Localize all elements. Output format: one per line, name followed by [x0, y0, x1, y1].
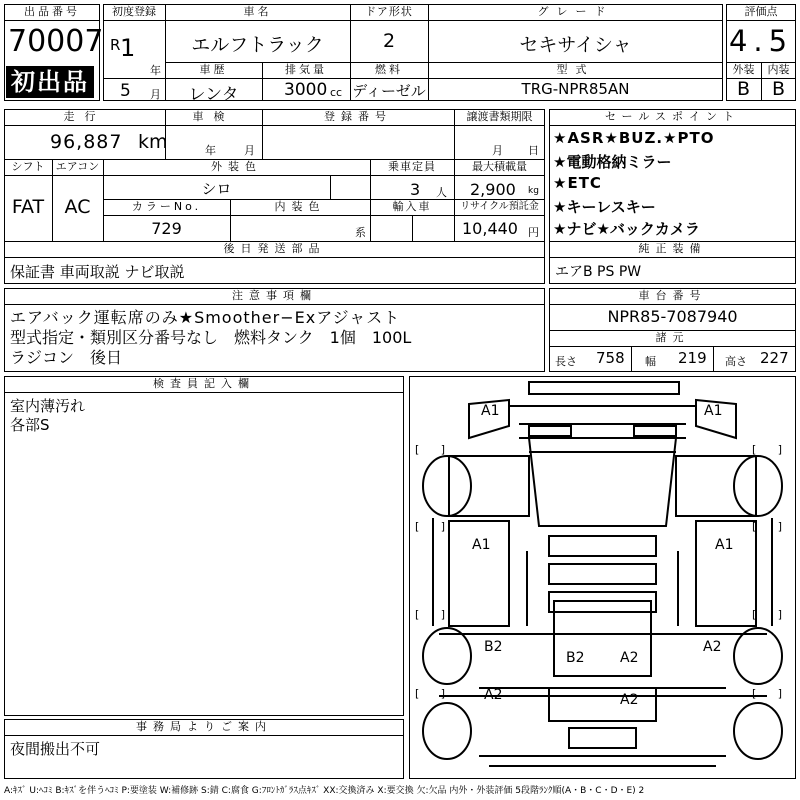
shift-value: FAT: [11, 196, 45, 218]
inspection-month-unit: 月: [244, 144, 255, 157]
bracket-left-2: [ ]: [415, 520, 446, 533]
length-label: 長さ: [555, 355, 577, 368]
bracket-right-2: [ ]: [752, 520, 783, 533]
chassis-label: 車台番号: [638, 289, 707, 302]
recycle-value: 10,440: [462, 219, 518, 238]
bracket-left-3: [ ]: [415, 608, 446, 621]
ac-value: AC: [64, 196, 91, 218]
mileage-value: 96,887: [50, 131, 123, 153]
capacity-label: 乗車定員: [388, 160, 436, 173]
notes-line-2: 型式指定・類別区分番号なし 燃料タンク 1個 100L: [10, 328, 412, 347]
sales-point-1: ★ASR★BUZ.★PTO: [553, 129, 715, 147]
era: R: [110, 36, 121, 54]
mileage-unit: km: [138, 131, 168, 153]
fuel-value: ディーゼル: [352, 82, 426, 100]
year-unit: 年: [150, 64, 161, 77]
displacement-label: 排気量: [285, 63, 327, 76]
height-value: 227: [760, 349, 789, 367]
sales-point-4: ★キーレスキー: [553, 198, 656, 216]
inspection-year-unit: 年: [205, 144, 216, 157]
sales-point-2: ★電動格納ミラー: [553, 153, 672, 171]
grade-label: グレード: [537, 5, 614, 18]
first-reg-month: 5: [120, 81, 131, 101]
history-label: 車歴: [199, 63, 228, 76]
import-label: 輸入車: [392, 200, 432, 213]
legend: A:ｷｽﾞ U:ﾍｺﾐ B:ｷｽﾞを伴うﾍｺﾐ P:要塗装 W:補修跡 S:錆 C:腐食 G:ﾌﾛﾝﾄｶﾞﾗｽ点ｷｽﾞ XX:交換済み X:要交換 欠:欠品 内外・外装評価 5段階ﾗﾝｸ順(A・B・C・D・E) 2: [4, 786, 645, 796]
notes-label: 注意事項欄: [232, 289, 317, 302]
later-parts-label: 後日発送部品: [223, 242, 326, 255]
mark-rear-left: B2: [484, 639, 503, 655]
capacity-value: 3: [410, 180, 421, 199]
lot-number: 70007: [8, 24, 104, 59]
equipment-value: エアB PS PW: [555, 264, 642, 280]
later-parts-value: 保証書 車両取説 ナビ取説: [10, 263, 185, 281]
ext-color-value: シロ: [201, 180, 232, 198]
mark-side-right: A1: [715, 537, 734, 553]
mark-rear-right: A2: [703, 639, 722, 655]
shift-label: シフト: [11, 160, 45, 173]
color-no-label: カラーNo.: [131, 200, 202, 213]
inspector-line-2: 各部S: [10, 416, 50, 434]
model-value: TRG-NPR85AN: [521, 80, 630, 98]
mark-rear-center-right: A2: [620, 650, 639, 666]
int-color-unit: 系: [355, 226, 366, 239]
office-text: 夜間搬出不可: [10, 740, 101, 758]
sales-point-5: ★ナビ★バックカメラ: [553, 220, 700, 238]
grade-value: セキサイシャ: [519, 34, 632, 56]
int-color-label: 内装色: [274, 200, 326, 213]
notes-line-1: エアバック運転席のみ★Smoother−Exアジャスト: [10, 308, 401, 327]
capacity-unit: 人: [436, 186, 447, 199]
history-value: レンタ: [188, 85, 239, 105]
car-name-label: 車名: [243, 5, 272, 18]
mileage-label: 走行: [63, 110, 106, 123]
interior-label: 内装: [767, 63, 790, 76]
fuel-label: 燃料: [375, 63, 403, 76]
truck-diagram: [409, 376, 796, 779]
first-reg-year: 1: [120, 34, 136, 62]
transfer-month-unit: 月: [492, 144, 503, 157]
chassis-number: NPR85-7087940: [607, 307, 738, 326]
inspection-label: 車検: [192, 110, 235, 123]
mark-bottom-center: A2: [620, 692, 639, 708]
reg-number-label: 登録番号: [324, 110, 392, 123]
bracket-right-3: [ ]: [752, 608, 783, 621]
recycle-label: リサイクル預託金: [460, 201, 539, 212]
width-value: 219: [678, 349, 707, 367]
mark-side-left: A1: [472, 537, 491, 553]
transfer-day-unit: 日: [528, 144, 539, 157]
mark-front-right: A1: [704, 403, 723, 419]
lot-label: 出品番号: [24, 5, 80, 18]
ext-color-label: 外装色: [211, 160, 262, 173]
equipment-label: 純正装備: [638, 242, 707, 255]
score-value: 4.5: [728, 24, 794, 58]
load-unit: kg: [528, 186, 539, 196]
exterior-grade: B: [736, 78, 751, 100]
inspector-box: [4, 376, 404, 716]
dims-label: 諸元: [655, 331, 690, 344]
score-label: 評価点: [744, 5, 778, 18]
bracket-right-4: [ ]: [752, 687, 783, 700]
transfer-label: 譲渡書類期限: [466, 110, 533, 123]
model-label: 型式: [556, 63, 595, 76]
inspector-line-1: 室内薄汚れ: [10, 397, 86, 415]
exterior-label: 外装: [732, 63, 755, 76]
inspector-label: 検査員記入欄: [153, 377, 255, 390]
recycle-unit: 円: [528, 226, 539, 239]
interior-grade: B: [771, 78, 786, 100]
notes-line-3: ラジコン 後日: [10, 348, 123, 367]
mark-front-left: A1: [481, 403, 500, 419]
bracket-left-4: [ ]: [415, 687, 446, 700]
sales-point-3: ★ETC: [553, 174, 602, 192]
bracket-left-1: [ ]: [415, 443, 446, 456]
length-value: 758: [596, 349, 625, 367]
color-no-value: 729: [151, 219, 182, 238]
mark-rear-center: B2: [566, 650, 585, 666]
displacement-unit: cc: [330, 86, 343, 99]
bracket-right-1: [ ]: [752, 443, 783, 456]
first-listing-badge: 初出品: [6, 66, 94, 98]
sales-points-label: セールスポイント: [604, 110, 740, 123]
height-label: 高さ: [725, 355, 747, 368]
office-label: 事務局よりご案内: [136, 720, 272, 733]
displacement-value: 3000: [284, 80, 328, 100]
door-label: ドア形状: [365, 5, 413, 18]
load-label: 最大積載量: [472, 160, 527, 173]
month-unit: 月: [150, 88, 161, 101]
mark-bottom-left: A2: [484, 687, 503, 703]
load-value: 2,900: [470, 180, 516, 199]
door-value: 2: [382, 30, 396, 52]
car-name: エルフトラック: [191, 34, 324, 56]
width-label: 幅: [645, 355, 656, 368]
ac-label: エアコン: [55, 160, 100, 173]
first-reg-label: 初度登録: [112, 5, 156, 18]
